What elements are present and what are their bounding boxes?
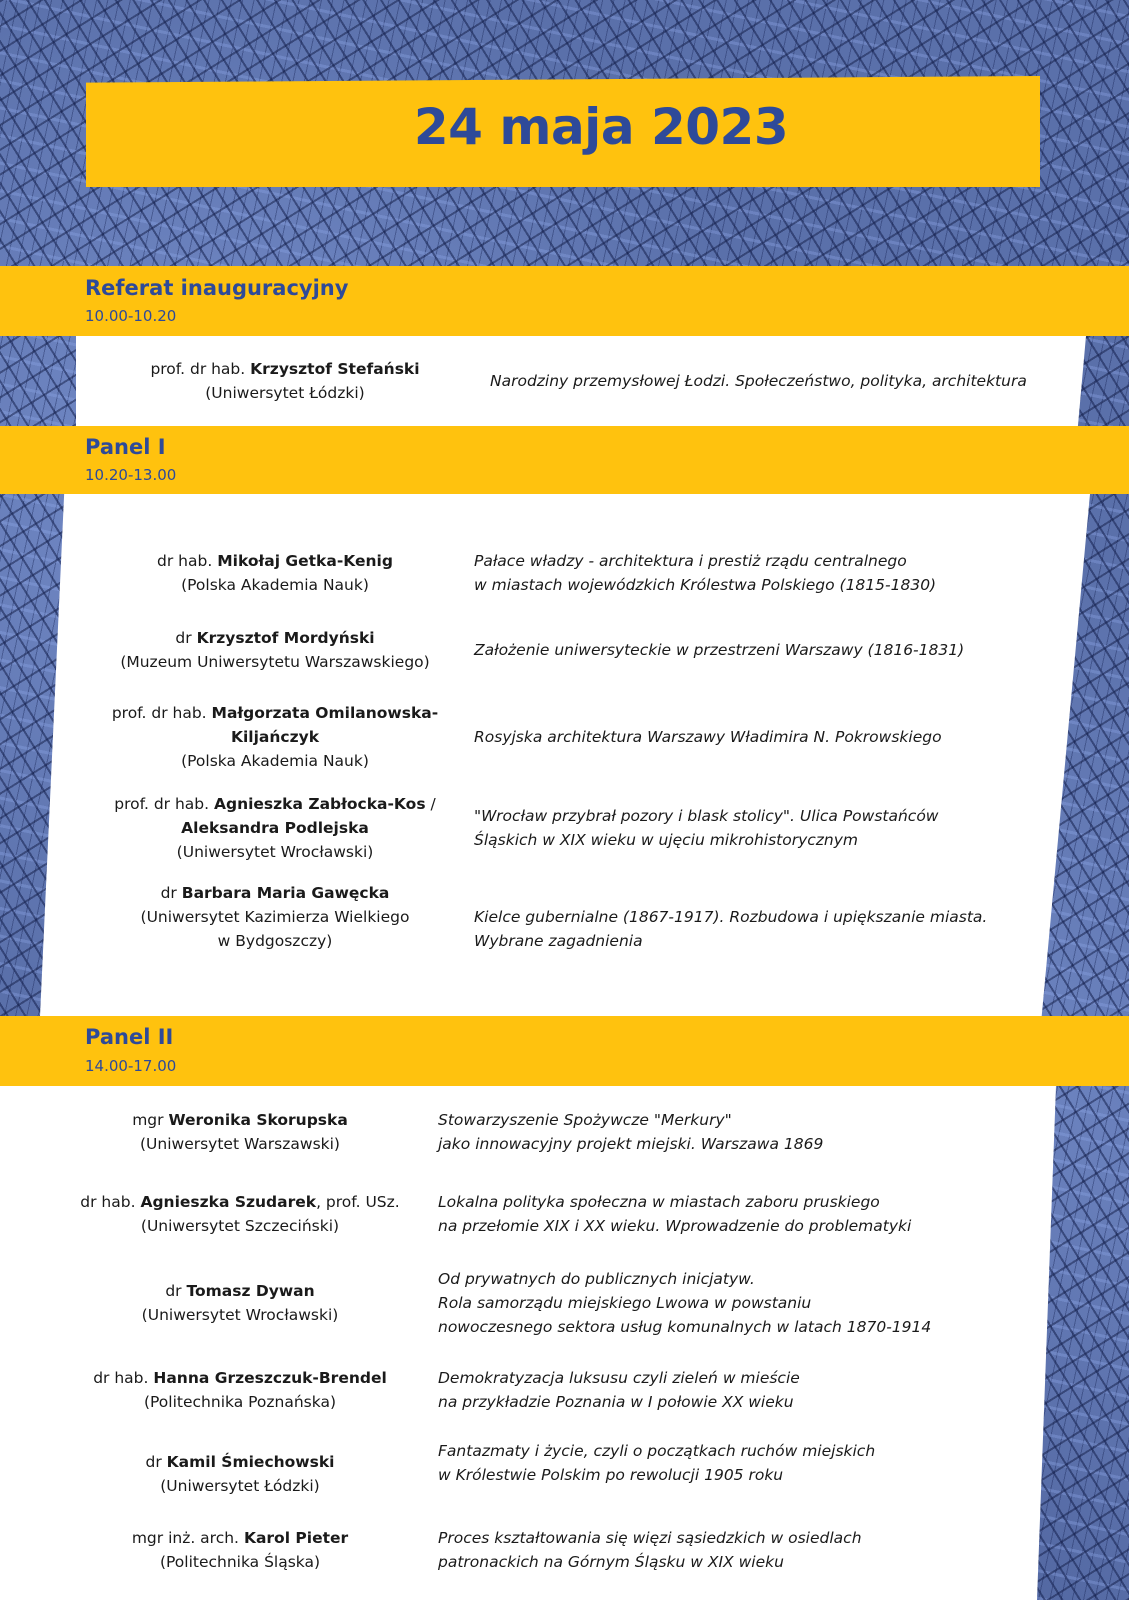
speaker-affiliation: (Uniwersytet Łódzki)	[205, 384, 365, 402]
speaker-block	[140, 357, 430, 405]
speaker-affiliation: (Muzeum Uniwersytetu Warszawskiego)	[120, 653, 430, 671]
inaugural-time: 10.00-10.20	[85, 307, 177, 325]
talk-title: Demokratyzacja luksusu czyli zieleń w mieście na przykładzie Poznania w I połowie XX wieku	[438, 1369, 800, 1411]
panel1-time: 10.20-13.00	[85, 466, 177, 484]
talk-title: Założenie uniwersyteckie w przestrzeni Warszawy (1816-1831)	[474, 641, 965, 659]
panel2-content	[0, 1086, 1056, 1600]
panel2-time: 14.00-17.00	[85, 1057, 177, 1075]
speaker-name: Karol Pieter	[243, 1529, 349, 1547]
speaker-block: prof. dr hab. Małgorzata Omilanowska- Kiljańczyk (Polska Akademia Nauk)	[100, 701, 450, 773]
talk-title: Od prywatnych do publicznych inicjatyw. Rola samorządu miejskiego Lwowa w powstaniu nowoczesnego sektora usług komunalnych w latach 1870-1914	[438, 1270, 932, 1336]
speaker-name: Barbara Maria Gawęcka	[181, 884, 390, 902]
talk-title: Pałace władzy - architektura i prestiż rządu centralnego w miastach wojewódzkich Królestwa Polskiego (1815-1830)	[474, 552, 937, 594]
event-date: 24 maja 2023	[413, 98, 789, 156]
speaker-name: Mikołaj Getka-Kenig	[217, 552, 393, 570]
speaker-name: Małgorzata Omilanowska-	[211, 704, 439, 722]
speaker-name: Tomasz Dywan	[186, 1282, 315, 1300]
talk-title: "Wrocław przybrał pozory i blask stolicy". Ulica Powstańców Śląskich w XIX wieku w ujęciu mikrohistorycznym	[474, 807, 939, 849]
panel1-header-band	[0, 426, 1129, 494]
speaker-prefix: prof. dr hab.	[150, 360, 246, 378]
inaugural-title: Referat inauguracyjny	[85, 276, 349, 300]
speaker-name: Krzysztof Stefański	[250, 360, 420, 378]
speaker-block: mgr Weronika Skorupska (Uniwersytet Warszawski)	[80, 1108, 400, 1156]
speaker-block: mgr inż. arch. Karol Pieter (Politechnika Śląska)	[80, 1526, 400, 1574]
talk-title: Proces kształtowania się więzi sąsiedzkich w osiedlach patronackich na Górnym Śląsku w XIX wieku	[438, 1529, 862, 1571]
speaker-name: Agnieszka Szudarek	[140, 1193, 317, 1211]
speaker-block: prof. dr hab. Agnieszka Zabłocka-Kos / Aleksandra Podlejska (Uniwersytet Wrocławski)	[100, 792, 450, 864]
speaker-block: dr Krzysztof Mordyński (Muzeum Uniwersytetu Warszawskiego)	[100, 626, 450, 674]
speaker-affiliation: (Uniwersytet Warszawski)	[140, 1135, 340, 1153]
talk-title: Kielce gubernialne (1867-1917). Rozbudowa i upiększanie miasta. Wybrane zagadnienia	[474, 908, 988, 950]
speaker-name: Kamil Śmiechowski	[166, 1453, 335, 1471]
speaker-name: Krzysztof Mordyński	[196, 629, 375, 647]
speaker-block: dr hab. Agnieszka Szudarek, prof. USz. (Uniwersytet Szczeciński)	[70, 1190, 410, 1238]
speaker-block: dr hab. Mikołaj Getka-Kenig (Polska Akademia Nauk)	[120, 549, 430, 597]
speaker-block: dr hab. Hanna Grzeszczuk-Brendel (Politechnika Poznańska)	[80, 1366, 400, 1414]
speaker-affiliation: (Uniwersytet Łódzki)	[160, 1477, 320, 1495]
speaker-affiliation: (Uniwersytet Wrocławski)	[176, 843, 374, 861]
speaker-block: dr Tomasz Dywan (Uniwersytet Wrocławski)	[80, 1279, 400, 1327]
speaker-affiliation: (Uniwersytet Szczeciński)	[140, 1217, 340, 1235]
speaker-name: Agnieszka Zabłocka-Kos	[213, 795, 426, 813]
panel1-title: Panel I	[85, 435, 166, 459]
speaker-block: dr Barbara Maria Gawęcka (Uniwersytet Kazimierza Wielkiego w Bydgoszczy)	[100, 881, 450, 953]
talk-title: Stowarzyszenie Spożywcze "Merkury" jako innowacyjny projekt miejski. Warszawa 1869	[438, 1111, 824, 1153]
speaker-affiliation: (Polska Akademia Nauk)	[181, 752, 369, 770]
speaker-affiliation: (Politechnika Śląska)	[159, 1553, 321, 1571]
speaker-affiliation: (Uniwersytet Wrocławski)	[141, 1306, 339, 1324]
talk-title: Narodziny przemysłowej Łodzi. Społeczeństwo, polityka, architektura	[490, 372, 1027, 390]
talk-title: Fantazmaty i życie, czyli o początkach ruchów miejskich w Królestwie Polskim po rewolucji 1905 roku	[438, 1442, 876, 1484]
speaker-name: Hanna Grzeszczuk-Brendel	[153, 1369, 387, 1387]
talk-title: Lokalna polityka społeczna w miastach zaboru pruskiego na przełomie XIX i XX wieku. Wprowadzenie do problematyki	[438, 1193, 912, 1235]
panel2-title: Panel II	[85, 1025, 174, 1049]
talk-title: Rosyjska architektura Warszawy Władimira N. Pokrowskiego	[474, 728, 942, 746]
speaker-affiliation: (Polska Akademia Nauk)	[181, 576, 369, 594]
speaker-affiliation: (Uniwersytet Kazimierza Wielkiego	[140, 908, 410, 926]
speaker-name: Weronika Skorupska	[168, 1111, 348, 1129]
speaker-affiliation: (Politechnika Poznańska)	[143, 1393, 337, 1411]
inaugural-header-band	[0, 266, 1129, 336]
panel2-header-band	[0, 1016, 1129, 1086]
speaker-block: dr Kamil Śmiechowski (Uniwersytet Łódzki)	[80, 1450, 400, 1498]
